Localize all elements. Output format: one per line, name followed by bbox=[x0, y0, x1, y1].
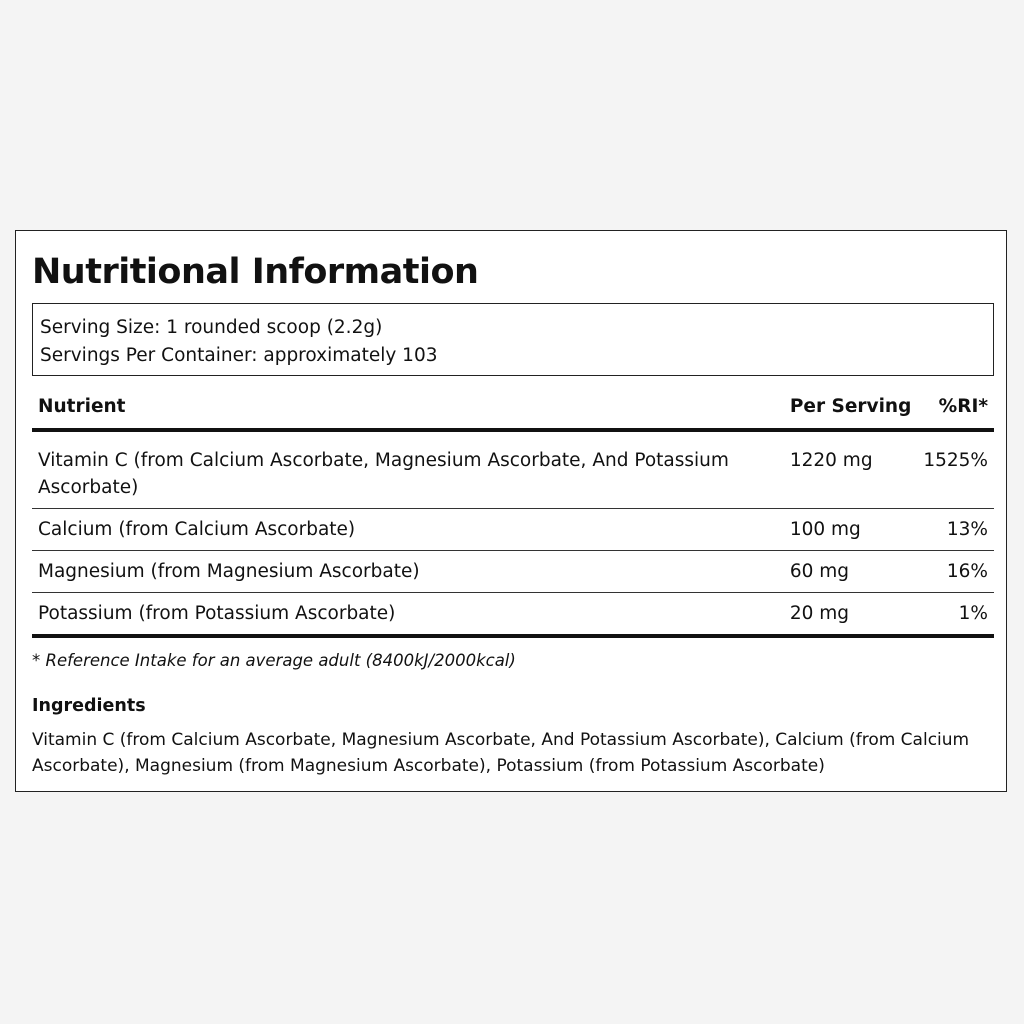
ingredients-text: Vitamin C (from Calcium Ascorbate, Magnesium Ascorbate, And Potassium Ascorbate), Calcium (from Calcium Ascorbate), Magnesium (from Magnesium Ascorbate), Potassium (from Potassium Ascorbate) bbox=[32, 730, 970, 776]
serving-size: Serving Size: 1 rounded scoop (2.2g) bbox=[40, 317, 383, 338]
header-nutrient: Nutrient bbox=[32, 387, 784, 430]
nutrient-name: Magnesium (from Magnesium Ascorbate) bbox=[32, 551, 784, 593]
nutrient-table bbox=[32, 387, 994, 638]
table-header-row bbox=[32, 387, 994, 430]
table-row bbox=[32, 430, 994, 509]
per-serving-value: 20 mg bbox=[784, 593, 917, 637]
nutrient-name: Vitamin C (from Calcium Ascorbate, Magnesium Ascorbate, And Potassium Ascorbate) bbox=[32, 430, 784, 509]
servings-per-container: Servings Per Container: approximately 103 bbox=[40, 345, 438, 366]
ri-value: 1% bbox=[917, 593, 994, 637]
ri-value: 13% bbox=[917, 509, 994, 551]
nutrient-name: Calcium (from Calcium Ascorbate) bbox=[32, 509, 784, 551]
table-row bbox=[32, 509, 994, 551]
reference-intake-footnote: * Reference Intake for an average adult (8400kJ/2000kcal) bbox=[32, 651, 516, 670]
per-serving-value: 100 mg bbox=[784, 509, 917, 551]
nutrient-name: Potassium (from Potassium Ascorbate) bbox=[32, 593, 784, 637]
per-serving-value: 1220 mg bbox=[784, 430, 917, 509]
header-per-serving: Per Serving bbox=[784, 387, 917, 430]
per-serving-value: 60 mg bbox=[784, 551, 917, 593]
ri-value: 16% bbox=[917, 551, 994, 593]
serving-info-box bbox=[32, 303, 994, 376]
table-row bbox=[32, 551, 994, 593]
ri-value: 1525% bbox=[917, 430, 994, 509]
nutrition-panel bbox=[15, 230, 1007, 792]
ingredients-heading: Ingredients bbox=[32, 696, 146, 716]
header-ri: %RI* bbox=[917, 387, 994, 430]
panel-title: Nutritional Information bbox=[32, 252, 479, 292]
table-row bbox=[32, 593, 994, 637]
